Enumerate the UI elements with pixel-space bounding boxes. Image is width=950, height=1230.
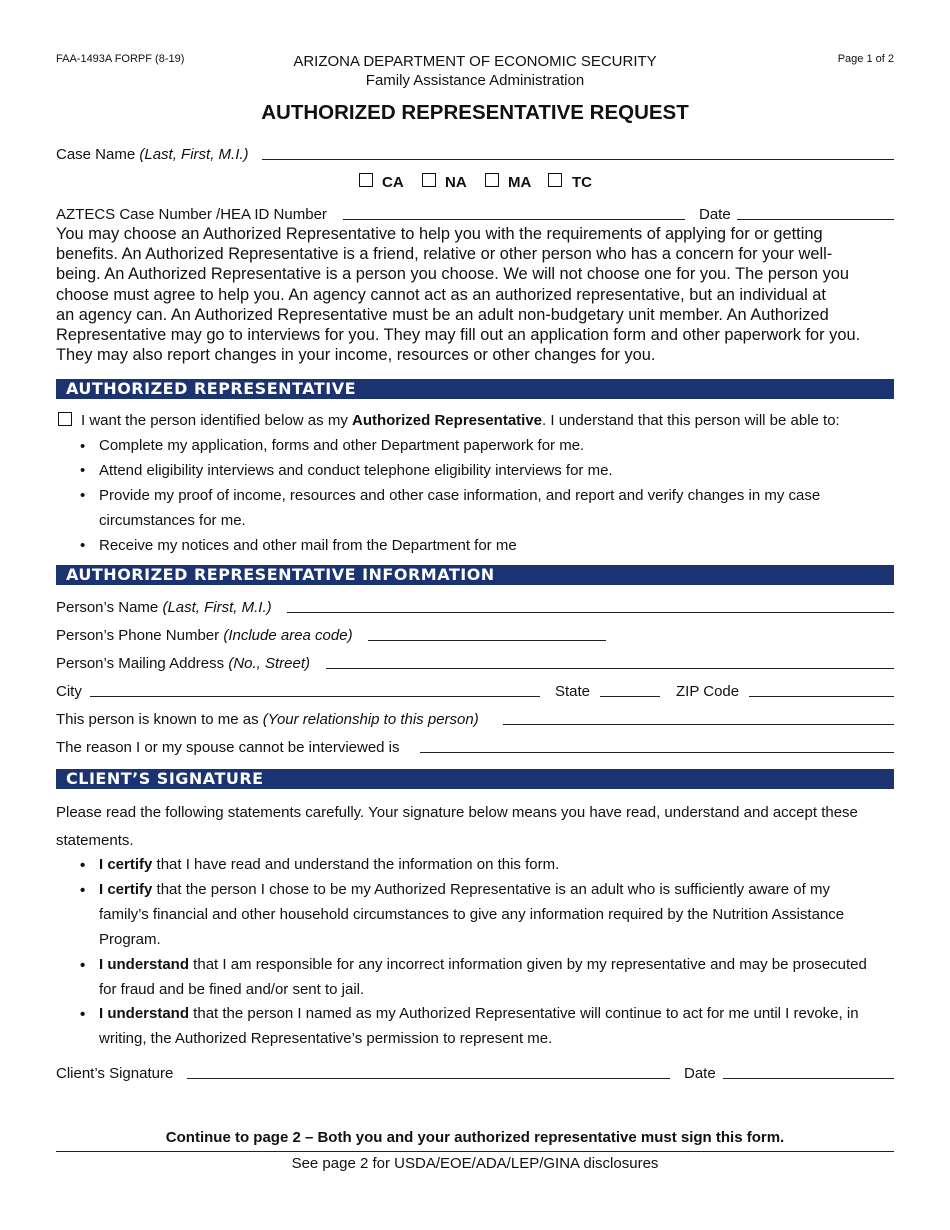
person-address-label: Person’s Mailing Address (No., Street)	[56, 655, 311, 672]
checkbox-na-label: NA	[445, 174, 467, 191]
zip-field[interactable]	[749, 696, 894, 697]
bullet: •	[80, 487, 86, 504]
page-number: Page 1 of 2	[837, 53, 894, 65]
authorized-representative-statement: I want the person identified below as my Authorized Representative. I understand that this person will be able to:	[81, 412, 840, 429]
authorized-representative-checkbox[interactable]	[58, 412, 72, 426]
city-label: City	[56, 683, 82, 700]
checkbox-tc[interactable]	[548, 173, 562, 187]
signature-intro-line: Please read the following statements carefully. Your signature below means you have read, understand and accept these	[56, 804, 858, 821]
division-name: Family Assistance Administration	[365, 72, 585, 89]
certification-item-continued: for fraud and be fined and/or sent to jail.	[99, 981, 365, 998]
case-date-field[interactable]	[737, 219, 894, 220]
signature-date-field[interactable]	[723, 1078, 894, 1079]
person-phone-label: Person’s Phone Number (Include area code)	[56, 627, 353, 644]
bullet: •	[80, 1006, 86, 1023]
signature-intro-line: statements.	[56, 832, 134, 849]
client-signature-field[interactable]	[187, 1078, 670, 1079]
bullet: •	[80, 462, 86, 479]
checkbox-na[interactable]	[422, 173, 436, 187]
section-header-representative-information: AUTHORIZED REPRESENTATIVE INFORMATION	[56, 565, 894, 585]
page-title: AUTHORIZED REPRESENTATIVE REQUEST	[261, 101, 689, 124]
bullet: •	[80, 957, 86, 974]
relationship-label: This person is known to me as (Your relationship to this person)	[56, 711, 479, 728]
list-item: Receive my notices and other mail from the Department for me	[99, 537, 517, 554]
disclosures-note: See page 2 for USDA/EOE/ADA/LEP/GINA disclosures	[291, 1155, 659, 1172]
bullet: •	[80, 882, 86, 899]
continue-notice: Continue to page 2 – Both you and your authorized representative must sign this form.	[165, 1129, 785, 1146]
certification-item-continued: writing, the Authorized Representative’s permission to represent me.	[99, 1030, 553, 1047]
checkbox-tc-label: TC	[572, 174, 592, 191]
case-date-label: Date	[699, 206, 731, 223]
person-phone-field[interactable]	[368, 640, 606, 641]
footer-divider	[56, 1151, 894, 1152]
aztecs-field[interactable]	[343, 219, 685, 220]
section-header-authorized-representative: AUTHORIZED REPRESENTATIVE	[56, 379, 894, 399]
certification-item: I understand that I am responsible for any incorrect information given by my representative and may be prosecuted	[99, 956, 867, 973]
list-item: Attend eligibility interviews and conduct telephone eligibility interviews for me.	[99, 462, 613, 479]
form-code: FAA-1493A FORPF (8-19)	[56, 53, 185, 65]
case-name-label: Case Name (Last, First, M.I.)	[56, 146, 249, 163]
list-item: Provide my proof of income, resources and other case information, and report and verify changes in my case	[99, 487, 821, 504]
list-item: Complete my application, forms and other Department paperwork for me.	[99, 437, 585, 454]
agency-name: ARIZONA DEPARTMENT OF ECONOMIC SECURITY	[293, 53, 657, 70]
relationship-field[interactable]	[503, 724, 894, 725]
signature-date-label: Date	[684, 1065, 716, 1082]
section-header-client-signature: CLIENT’S SIGNATURE	[56, 769, 894, 789]
state-label: State	[555, 683, 591, 700]
bullet: •	[80, 438, 86, 455]
state-field[interactable]	[600, 696, 660, 697]
interview-reason-field[interactable]	[420, 752, 894, 753]
checkbox-ma[interactable]	[485, 173, 499, 187]
city-field[interactable]	[90, 696, 540, 697]
person-address-field[interactable]	[326, 668, 894, 669]
certification-item: I certify that the person I chose to be my Authorized Representative is an adult who is sufficiently aware of my	[99, 881, 830, 898]
checkbox-ca-label: CA	[382, 174, 404, 191]
bullet: •	[80, 857, 86, 874]
person-name-field[interactable]	[287, 612, 894, 613]
interview-reason-label: The reason I or my spouse cannot be interviewed is	[56, 739, 400, 756]
person-name-label: Person’s Name (Last, First, M.I.)	[56, 599, 272, 616]
checkbox-ca[interactable]	[359, 173, 373, 187]
certification-item: I understand that the person I named as my Authorized Representative will continue to act for me until I revoke, in	[99, 1005, 859, 1022]
intro-paragraph: You may choose an Authorized Representative to help you with the requirements of applying for or getting benefits. An Authorized Representative is a friend, relative or other person who has a concern for your well- being. An Authorized Representative is a person you choose. We will not choose one for you. The person you choose must agree to help you. An agency cannot act as an authorized representative, but an individual at an agency can. An Authorized Representative must be an adult non-budgetary unit member. An Authorized Representative may go to interviews for you. They may fill out an application form and other paperwork for you. They may also report changes in your income, resources or other changes for you.	[56, 225, 861, 365]
certification-item-continued: family’s financial and other household circumstances to give any information required by the Nutrition Assistance	[99, 906, 845, 923]
checkbox-ma-label: MA	[508, 174, 532, 191]
certification-item: I certify that I have read and understand the information on this form.	[99, 856, 560, 873]
client-signature-label: Client’s Signature	[56, 1065, 174, 1082]
certification-item-continued: Program.	[99, 931, 161, 948]
zip-label: ZIP Code	[676, 683, 740, 700]
bullet: •	[80, 537, 86, 554]
aztecs-label: AZTECS Case Number /HEA ID Number	[56, 206, 327, 223]
case-name-field[interactable]	[262, 159, 894, 160]
list-item-continued: circumstances for me.	[99, 512, 246, 529]
